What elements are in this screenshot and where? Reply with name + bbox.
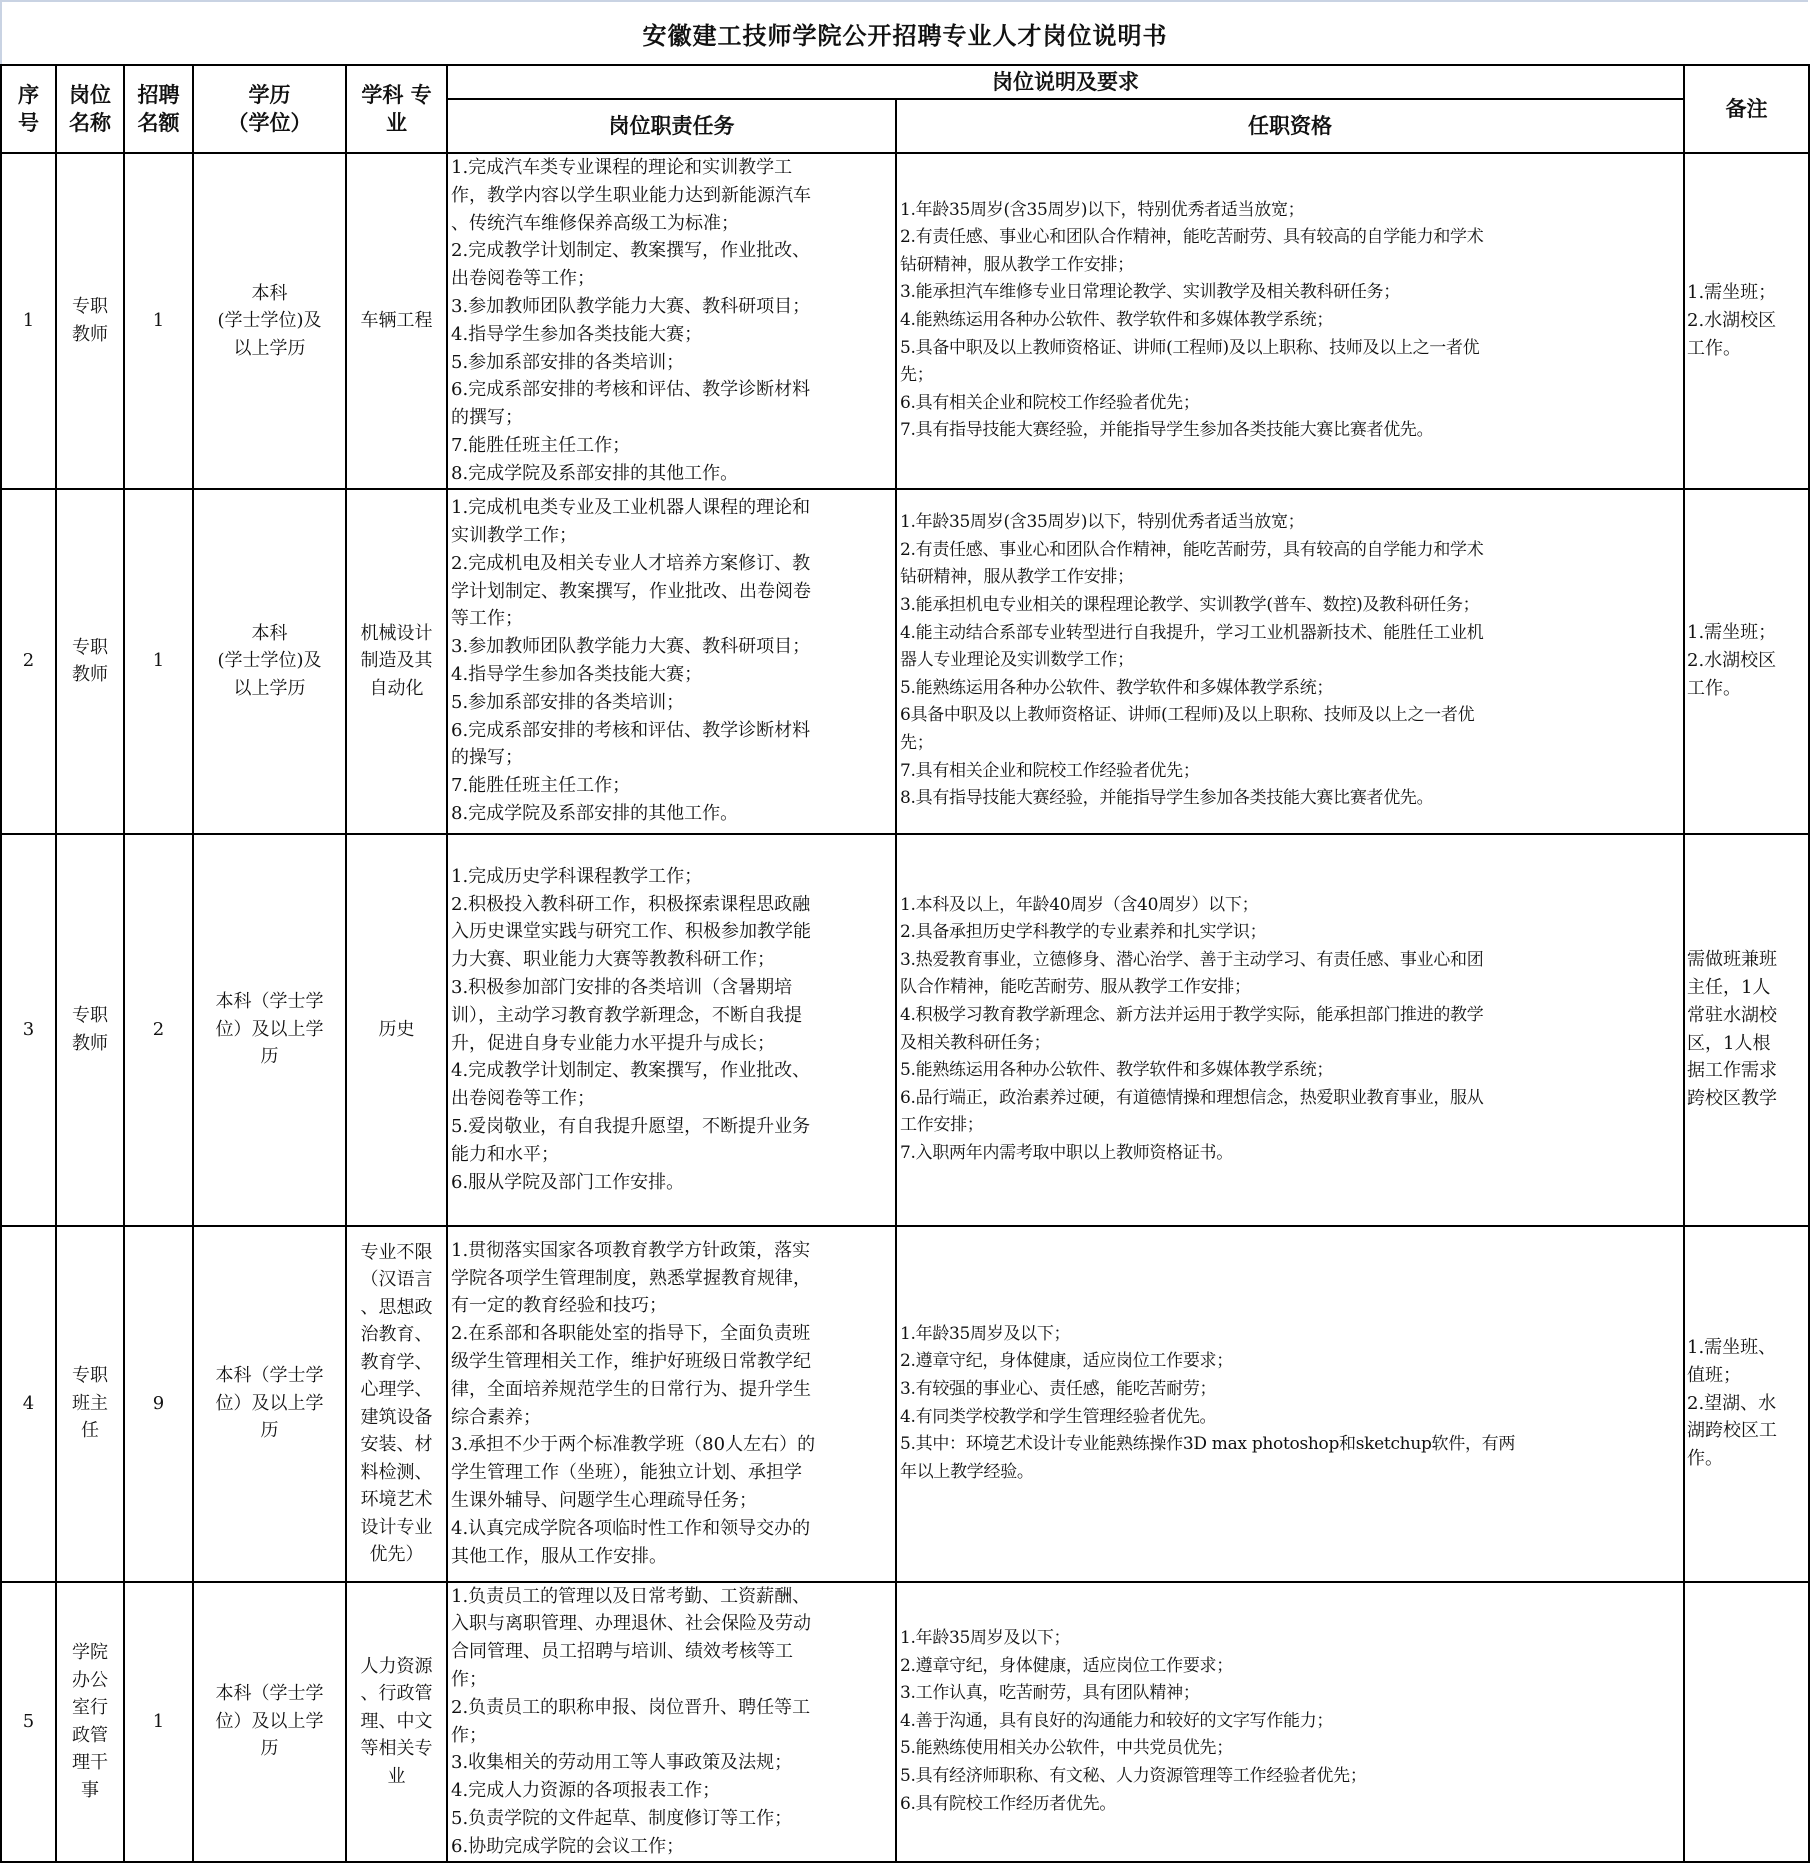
cell-duties-line: 能力和水平； [451, 1143, 559, 1165]
cell-education-line: 本科 [251, 622, 288, 644]
cell-education[interactable] [193, 1226, 346, 1582]
cell-education-line: 历 [260, 1738, 279, 1760]
cell-qualifications-line: 年以上教学经验。 [900, 1461, 1034, 1482]
cell-duties-line: 6.协助完成学院的会议工作； [451, 1835, 685, 1857]
cell-duties[interactable] [447, 153, 896, 489]
cell-duties-line: 作； [451, 1668, 487, 1690]
cell-education-line: 以上学历 [233, 337, 306, 359]
cell-major[interactable] [346, 1582, 447, 1862]
cell-duties-line: 3.承担不少于两个标准教学班（80人左右）的 [451, 1434, 816, 1456]
cell-qualifications-line: 1.年龄35周岁及以下； [900, 1323, 1071, 1344]
cell-duties[interactable] [447, 834, 896, 1226]
cell-major-line: 、行政管 [360, 1683, 433, 1705]
cell-position[interactable] [56, 1582, 124, 1862]
cell-duties-line: 其他工作，服从工作安排。 [451, 1545, 667, 1567]
cell-remarks-line: 值班； [1687, 1364, 1741, 1386]
cell-duties-line: 入职与离职管理、办理退休、社会保险及劳动 [451, 1613, 811, 1635]
cell-duties-line: 4.指导学生参加各类技能大赛； [451, 664, 703, 686]
cell-major-line: 历史 [378, 1018, 415, 1040]
cell-position-line: 学院 [72, 1642, 108, 1664]
cell-duties-line: 2.在系部和各职能处室的指导下，全面负责班 [451, 1323, 811, 1345]
cell-qualifications-line: 4.积极学习教育教学新理念、新方法并运用于教学实际，能承担部门推进的教学 [900, 1004, 1484, 1025]
cell-position-line: 事 [81, 1779, 99, 1801]
cell-qualifications-line: 6.具有院校工作经历者优先。 [900, 1793, 1117, 1814]
cell-education-line: 以上学历 [233, 677, 306, 699]
header-quota: 招聘 名额 [124, 65, 193, 153]
cell-major-line: 车辆工程 [360, 310, 433, 332]
cell-education-line: (学士学位)及 [217, 650, 322, 672]
cell-quota[interactable]: 1 [124, 153, 193, 489]
cell-major-line: 、思想政 [360, 1296, 433, 1318]
cell-duties-line: 出卷阅卷等工作； [451, 268, 595, 290]
cell-major-line: 安装、材 [360, 1434, 433, 1456]
cell-duties-line: 2.负责员工的职称申报、岗位晋升、聘任等工 [451, 1696, 811, 1718]
cell-duties-line: 5.负责学院的文件起草、制度修订等工作； [451, 1807, 793, 1829]
cell-duties-line: 1.完成汽车类专业课程的理论和实训教学工 [451, 157, 793, 178]
cell-education[interactable] [193, 153, 346, 489]
cell-duties-line: 6.完成系部安排的考核和评估、教学诊断材料 [451, 379, 811, 401]
cell-quota[interactable]: 9 [124, 1226, 193, 1582]
cell-remarks-line: 需做班兼班 [1687, 949, 1777, 971]
cell-major-line: 业 [387, 1765, 406, 1787]
cell-major-line: 人力资源 [360, 1655, 433, 1677]
cell-duties-line: 7.能胜任班主任工作； [451, 434, 631, 456]
cell-qualifications[interactable] [896, 489, 1684, 834]
cell-position-line: 教师 [72, 323, 108, 345]
cell-duties-line: 升，促进自身专业能力水平提升与成长； [451, 1032, 775, 1054]
cell-remarks-line: 2.水湖校区 [1687, 309, 1777, 331]
cell-position-line: 教师 [72, 1032, 108, 1054]
cell-remarks[interactable] [1684, 1226, 1809, 1582]
cell-qualifications-line: 8.具有指导技能大赛经验，并能指导学生参加各类技能大赛比赛者优先。 [900, 788, 1434, 809]
cell-qualifications-line: 5.能熟练运用各种办公软件、教学软件和多媒体教学系统； [900, 677, 1334, 698]
table-row [1, 153, 1809, 489]
cell-qualifications-line: 5.具有经济师职称、有文秘、人力资源管理等工作经验者优先； [900, 1765, 1367, 1786]
cell-qualifications-line: 2.有责任感、事业心和团队合作精神，能吃苦耐劳，具有较高的自学能力和学术 [900, 539, 1484, 560]
cell-remarks-line: 2.水湖校区 [1687, 650, 1777, 672]
table-body [1, 153, 1809, 1862]
cell-remarks-line: 1.需坐班、 [1687, 1337, 1777, 1359]
cell-qualifications-line: 6.具有相关企业和院校工作经验者优先； [900, 392, 1200, 413]
cell-duties-line: 生课外辅导、问题学生心理疏导任务； [451, 1489, 757, 1511]
cell-qualifications-line: 先； [900, 733, 934, 754]
cell-remarks-line: 1.需坐班； [1687, 622, 1777, 644]
cell-duties-line: 有一定的教育经验和技巧； [451, 1295, 667, 1317]
cell-major-line: 环境艺术 [360, 1489, 433, 1511]
cell-remarks-line: 1.需坐班； [1687, 282, 1777, 304]
header-qualifications: 任职资格 [896, 99, 1684, 153]
cell-index[interactable]: 5 [1, 1582, 56, 1862]
cell-position-line: 教师 [72, 664, 108, 686]
cell-major[interactable] [346, 834, 447, 1226]
cell-qualifications-line: 钻研精神，服从教学工作安排； [900, 254, 1134, 275]
cell-qualifications-line: 3.热爱教育事业，立德修身、潜心治学、善于主动学习、有责任感、事业心和团 [900, 949, 1484, 970]
cell-education-line: 本科（学士学 [215, 991, 324, 1013]
cell-major-line: 心理学、 [360, 1379, 433, 1401]
cell-major-line: 专业不限 [360, 1241, 433, 1263]
cell-qualifications-line: 2.有责任感、事业心和团队合作精神，能吃苦耐劳、具有较高的自学能力和学术 [900, 227, 1484, 248]
cell-duties-line: 5.爱岗敬业，有自我提升愿望，不断提升业务 [451, 1115, 811, 1137]
cell-education-line: 历 [260, 1420, 279, 1442]
cell-duties-line: 级学生管理相关工作，维护好班级日常教学纪 [451, 1350, 811, 1372]
cell-position-line: 专职 [72, 1005, 108, 1027]
cell-duties-line: 4.指导学生参加各类技能大赛； [451, 323, 703, 345]
cell-qualifications-line: 工作安排； [900, 1115, 984, 1136]
cell-duties-line: 出卷阅卷等工作； [451, 1088, 595, 1110]
cell-index[interactable]: 4 [1, 1226, 56, 1582]
cell-qualifications-line: 5.能熟练使用相关办公软件，中共党员优先； [900, 1738, 1233, 1759]
cell-quota[interactable]: 1 [124, 1582, 193, 1862]
header-duties: 岗位职责任务 [447, 99, 896, 153]
cell-qualifications-line: 7.入职两年内需考取中职以上教师资格证书。 [900, 1142, 1233, 1163]
cell-duties-line: 4.认真完成学院各项临时性工作和领导交办的 [451, 1517, 811, 1539]
cell-qualifications-line: 1.年龄35周岁(含35周岁)以下，特别优秀者适当放宽； [900, 199, 1305, 220]
cell-education[interactable] [193, 834, 346, 1226]
cell-duties-line: 的撰写； [451, 407, 523, 429]
cell-qualifications-line: 5.具备中职及以上教师资格证、讲师(工程师)及以上职称、技师及以上之一者优 [900, 337, 1480, 358]
cell-qualifications-line: 4.能主动结合系部专业转型进行自我提升，学习工业机器新技术、能胜任工业机 [900, 622, 1484, 643]
cell-remarks-line: 区，1人根 [1687, 1032, 1771, 1054]
cell-duties-line: 训），主动学习教育教学新理念，不断自我提 [451, 1004, 802, 1026]
cell-major[interactable] [346, 1226, 447, 1582]
cell-education-line: 位）及以上学 [215, 1018, 324, 1040]
cell-duties-line: 1.贯彻落实国家各项教育教学方针政策，落实 [451, 1239, 811, 1261]
cell-qualifications[interactable] [896, 834, 1684, 1226]
cell-duties-line: 的操写； [451, 747, 523, 769]
cell-major-line: 教育学、 [360, 1351, 433, 1373]
cell-position[interactable] [56, 834, 124, 1226]
cell-duties-line: 等工作； [451, 608, 523, 630]
cell-duties-line: 实训教学工作； [451, 525, 577, 547]
cell-education-line: 本科（学士学 [215, 1365, 324, 1387]
cell-duties-line: 7.能胜任班主任工作； [451, 775, 631, 797]
cell-major-line: 设计专业 [360, 1516, 433, 1538]
cell-qualifications-line: 2.遵章守纪，身体健康，适应岗位工作要求； [900, 1655, 1233, 1676]
cell-remarks-line: 工作。 [1687, 337, 1741, 359]
cell-qualifications-line: 队合作精神，能吃苦耐劳、服从教学工作安排； [900, 977, 1251, 998]
cell-qualifications[interactable] [896, 153, 1684, 489]
cell-position-line: 班主 [72, 1392, 108, 1414]
cell-qualifications-line: 1.本科及以上，年龄40周岁（含40周岁）以下； [900, 894, 1259, 915]
cell-remarks[interactable] [1684, 834, 1809, 1226]
cell-duties-line: 入历史课堂实践与研究工作、积极参加教学能 [451, 921, 811, 943]
cell-qualifications-line: 1.年龄35周岁(含35周岁)以下，特别优秀者适当放宽； [900, 512, 1305, 533]
cell-duties-line: 6.服从学院及部门工作安排。 [451, 1171, 685, 1193]
cell-remarks-line: 常驻水湖校 [1687, 1004, 1777, 1026]
cell-education[interactable] [193, 1582, 346, 1862]
header-major: 学科 专 业 [346, 65, 447, 153]
cell-remarks-line: 主任，1人 [1687, 976, 1771, 998]
cell-major[interactable] [346, 489, 447, 834]
cell-index[interactable]: 2 [1, 489, 56, 834]
cell-qualifications-line: 7.具有指导技能大赛经验，并能指导学生参加各类技能大赛比赛者优先。 [900, 420, 1434, 441]
header-education: 学历 （学位） [193, 65, 346, 153]
cell-duties[interactable] [447, 1582, 896, 1862]
cell-remarks-line: 2.望湖、水 [1687, 1392, 1777, 1414]
cell-duties-line: 作，教学内容以学生职业能力达到新能源汽车 [451, 184, 811, 206]
cell-duties-line: 5.参加系部安排的各类培训； [451, 691, 685, 713]
cell-duties-line: 4.完成教学计划制定、教案撰写，作业批改、 [451, 1060, 811, 1082]
cell-qualifications-line: 7.具有相关企业和院校工作经验者优先； [900, 760, 1200, 781]
cell-position-line: 专职 [72, 636, 108, 658]
cell-index[interactable]: 3 [1, 834, 56, 1226]
cell-remarks[interactable] [1684, 153, 1809, 489]
cell-duties-line: 5.参加系部安排的各类培训； [451, 351, 685, 373]
cell-duties-line: 学院各项学生管理制度，熟悉掌握教育规律， [451, 1267, 811, 1289]
cell-qualifications-line: 6.品行端正，政治素养过硬，有道德情操和理想信念，热爱职业教育事业，服从 [900, 1087, 1484, 1108]
cell-qualifications-line: 钻研精神，服从教学工作安排； [900, 567, 1134, 588]
cell-qualifications-line: 2.具备承担历史学科教学的专业素养和扎实学识； [900, 922, 1267, 943]
cell-remarks[interactable] [1684, 1582, 1809, 1862]
cell-qualifications-line: 4.能熟练运用各种办公软件、教学软件和多媒体教学系统； [900, 309, 1334, 330]
cell-major-line: 等相关专 [360, 1738, 433, 1760]
cell-duties-line: 1.完成机电类专业及工业机器人课程的理论和 [451, 497, 811, 519]
cell-qualifications-line: 先； [900, 365, 934, 386]
cell-qualifications-line: 3.有较强的事业心、责任感，能吃苦耐劳； [900, 1378, 1217, 1399]
cell-qualifications-line: 5.其中：环境艺术设计专业能熟练操作3D max photoshop和sketchup软件，有两 [900, 1434, 1516, 1455]
cell-duties-line: 1.完成历史学科课程教学工作； [451, 865, 703, 887]
document-title: 安徽建工技师学院公开招聘专业人才岗位说明书 [642, 21, 1168, 50]
cell-education-line: 历 [260, 1046, 279, 1068]
table-row [1, 1582, 1809, 1862]
cell-duties-line: 律，全面培养规范学生的日常行为、提升学生 [451, 1378, 811, 1400]
cell-duties-line: 2.积极投入教科研工作，积极探索课程思政融 [451, 893, 811, 915]
cell-position-line: 专职 [72, 1365, 108, 1387]
cell-major-line: 制造及其 [360, 650, 433, 672]
cell-duties-line: 1.负责员工的管理以及日常考勤、工资薪酬、 [451, 1585, 811, 1607]
cell-qualifications-line: 5.能熟练运用各种办公软件、教学软件和多媒体教学系统； [900, 1060, 1334, 1081]
header-description-group: 岗位说明及要求 [447, 65, 1684, 99]
cell-remarks[interactable] [1684, 489, 1809, 834]
cell-remarks-line: 作。 [1687, 1448, 1723, 1470]
cell-duties-line: 8.完成学院及系部安排的其他工作。 [451, 803, 739, 825]
cell-qualifications-line: 4.善于沟通，具有良好的沟通能力和较好的文字写作能力； [900, 1710, 1334, 1731]
cell-position-line: 任 [81, 1420, 99, 1442]
cell-duties-line: 6.完成系部安排的考核和评估、教学诊断材料 [451, 719, 811, 741]
cell-major-line: 优先） [369, 1544, 424, 1566]
cell-remarks-line: 工作。 [1687, 677, 1741, 699]
cell-remarks-line: 湖跨校区工 [1687, 1420, 1777, 1442]
cell-major[interactable] [346, 153, 447, 489]
table-row [1, 489, 1809, 834]
header-position: 岗位 名称 [56, 65, 124, 153]
cell-qualifications[interactable] [896, 1226, 1684, 1582]
cell-position-line: 室行 [72, 1697, 108, 1719]
cell-education-line: 本科 [251, 282, 288, 304]
cell-major-line: （汉语言 [360, 1269, 433, 1291]
cell-duties-line: 学生管理工作（坐班），能独立计划、承担学 [451, 1462, 802, 1484]
cell-duties-line: 2.完成机电及相关专业人才培养方案修订、教 [451, 552, 811, 574]
cell-duties-line: 学计划制定、教案撰写，作业批改、出卷阅卷 [451, 580, 811, 602]
cell-position[interactable] [56, 489, 124, 834]
cell-major-line: 自动化 [369, 677, 424, 699]
cell-qualifications-line: 及相关教科研任务； [900, 1032, 1051, 1053]
table-row [1, 834, 1809, 1226]
cell-duties-line: 作； [451, 1724, 487, 1746]
cell-position-line: 专职 [72, 296, 108, 318]
cell-education-line: 本科（学士学 [215, 1683, 324, 1705]
job-table [0, 64, 1810, 1863]
cell-qualifications-line: 3.能承担机电专业相关的课程理论教学、实训教学(普车、数控)及教科研任务； [900, 595, 1480, 616]
cell-major-line: 建筑设备 [360, 1406, 433, 1428]
cell-education[interactable] [193, 489, 346, 834]
cell-duties-line: 综合素养； [451, 1406, 541, 1428]
cell-qualifications-line: 2.遵章守纪，身体健康，适应岗位工作要求； [900, 1351, 1233, 1372]
cell-position[interactable] [56, 153, 124, 489]
table-row [1, 1226, 1809, 1582]
cell-major-line: 理、中文 [360, 1710, 433, 1732]
cell-remarks-line: 跨校区教学 [1687, 1088, 1777, 1110]
cell-education-line: 位）及以上学 [215, 1392, 324, 1414]
cell-position-line: 理干 [72, 1752, 108, 1774]
header-remarks: 备注 [1684, 65, 1809, 153]
cell-qualifications-line: 3.能承担汽车维修专业日常理论教学、实训教学及相关教科研任务； [900, 282, 1400, 303]
cell-education-line: 位）及以上学 [215, 1710, 324, 1732]
cell-duties-line: 合同管理、员工招聘与培训、绩效考核等工 [451, 1641, 793, 1663]
cell-index[interactable]: 1 [1, 153, 56, 489]
cell-quota[interactable]: 2 [124, 834, 193, 1226]
cell-duties-line: 4.完成人力资源的各项报表工作； [451, 1780, 721, 1802]
cell-position-line: 政管 [72, 1724, 108, 1746]
cell-remarks-line: 据工作需求 [1687, 1060, 1777, 1082]
cell-duties-line: 力大赛、职业能力大赛等教教科研工作； [451, 949, 775, 971]
cell-position[interactable] [56, 1226, 124, 1582]
cell-duties-line: 3.参加教师团队教学能力大赛、教科研项目； [451, 295, 811, 317]
cell-quota[interactable]: 1 [124, 489, 193, 834]
cell-duties-line: 2.完成教学计划制定、教案撰写，作业批改、 [451, 240, 811, 262]
header-index: 序 号 [1, 65, 56, 153]
cell-major-line: 治教育、 [360, 1324, 433, 1346]
cell-major-line: 机械设计 [360, 622, 433, 644]
cell-qualifications-line: 1.年龄35周岁及以下； [900, 1627, 1071, 1648]
cell-major-line: 料检测、 [360, 1461, 433, 1483]
cell-duties-line: 3.收集相关的劳动用工等人事政策及法规； [451, 1752, 793, 1774]
cell-qualifications-line: 6具备中职及以上教师资格证、讲师(工程师)及以上职称、技师及以上之一者优 [900, 705, 1475, 726]
cell-position-line: 办公 [72, 1669, 108, 1691]
cell-duties-line: 3.参加教师团队教学能力大赛、教科研项目； [451, 636, 811, 658]
cell-qualifications[interactable] [896, 1582, 1684, 1862]
cell-duties-line: 3.积极参加部门安排的各类培训（含暑期培 [451, 976, 793, 998]
cell-qualifications-line: 4.有同类学校教学和学生管理经验者优先。 [900, 1406, 1217, 1427]
cell-duties-line: 、传统汽车维修保养高级工为标准； [451, 212, 739, 234]
cell-qualifications-line: 3.工作认真，吃苦耐劳，具有团队精神； [900, 1683, 1200, 1704]
cell-duties[interactable] [447, 489, 896, 834]
cell-education-line: (学士学位)及 [217, 310, 322, 332]
cell-duties-line: 8.完成学院及系部安排的其他工作。 [451, 462, 739, 484]
title-band [0, 0, 1808, 64]
cell-qualifications-line: 器人专业理论及实训数学工作； [900, 650, 1134, 671]
cell-duties[interactable] [447, 1226, 896, 1582]
